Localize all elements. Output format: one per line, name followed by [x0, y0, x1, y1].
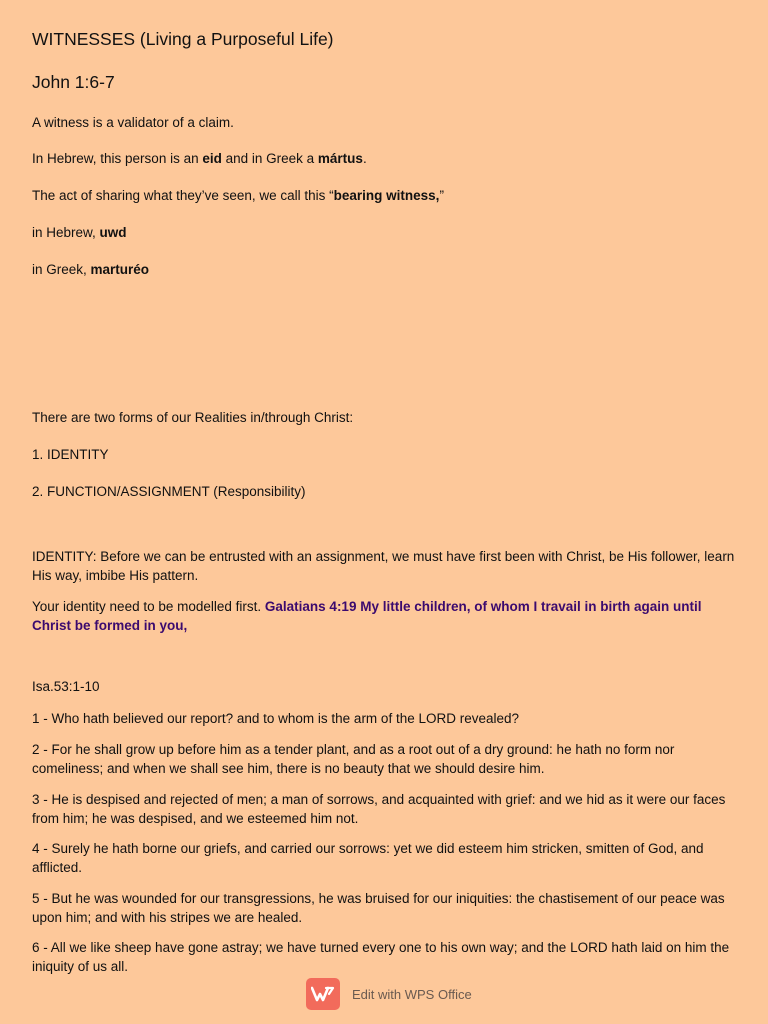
paragraph-bearing-witness: The act of sharing what they’ve seen, we call this “bearing witness,”	[32, 188, 444, 203]
term-uwd: uwd	[99, 225, 127, 240]
list-item-identity: 1. IDENTITY	[32, 447, 109, 462]
document-title: WITNESSES (Living a Purposeful Life)	[32, 29, 334, 49]
paragraph-in-greek: in Greek, marturéo	[32, 262, 150, 277]
verse-3: 3 - He is despised and rejected of men; a man of sorrows, and acquainted with grief: and we hid as it were our faces from him; he was despised, and we esteemed him not.	[32, 792, 726, 826]
verse-4: 4 - Surely he hath borne our griefs, and carried our sorrows: yet we did esteem him stricken, smitten of God, and afflicted.	[32, 841, 704, 875]
term-bearing-witness: bearing witness,	[333, 188, 440, 203]
paragraph-in-hebrew: in Hebrew, uwd	[32, 225, 127, 240]
paragraph-claim: A witness is a validator of a claim.	[32, 115, 234, 130]
isaiah-reference: Isa.53:1-10	[32, 679, 100, 694]
scripture-reference: John 1:6-7	[32, 72, 115, 92]
verse-5: 5 - But he was wounded for our transgressions, he was bruised for our iniquities: the chastisement of our peace was upon him; and with his stripes we are healed.	[32, 891, 725, 925]
list-item-function: 2. FUNCTION/ASSIGNMENT (Responsibility)	[32, 484, 306, 499]
paragraph-identity: IDENTITY: Before we can be entrusted with an assignment, we must have first been with Christ, be His follower, learn His way, imbibe His pattern.	[32, 549, 735, 583]
wps-logo-icon	[306, 978, 340, 1010]
verse-2: 2 - For he shall grow up before him as a tender plant, and as a root out of a dry ground: he hath no form nor comeliness; and when we shall see him, there is no beauty that we should desire him.	[32, 742, 675, 776]
wps-footer[interactable]	[306, 978, 472, 1010]
paragraph-hebrew-greek: In Hebrew, this person is an eid and in Greek a mártus.	[32, 151, 367, 166]
paragraph-identity-model: Your identity need to be modelled first. Galatians 4:19 My little children, of whom I travail in birth again until Christ be formed in you,	[32, 599, 702, 633]
term-martureo: marturéo	[90, 262, 150, 277]
paragraph-forms-intro: There are two forms of our Realities in/through Christ:	[32, 410, 354, 425]
term-martus: mártus	[317, 151, 363, 166]
term-eid: eid	[202, 151, 222, 166]
verse-6: 6 - All we like sheep have gone astray; we have turned every one to his own way; and the LORD hath laid on him the iniquity of us all.	[32, 940, 730, 974]
galatians-verse: Galatians 4:19 My little children, of whom I travail in birth again until Christ be formed in you,	[32, 599, 702, 633]
verse-1: 1 - Who hath believed our report? and to whom is the arm of the LORD revealed?	[32, 711, 520, 726]
wps-footer-label[interactable]: Edit with WPS Office	[352, 986, 472, 1002]
